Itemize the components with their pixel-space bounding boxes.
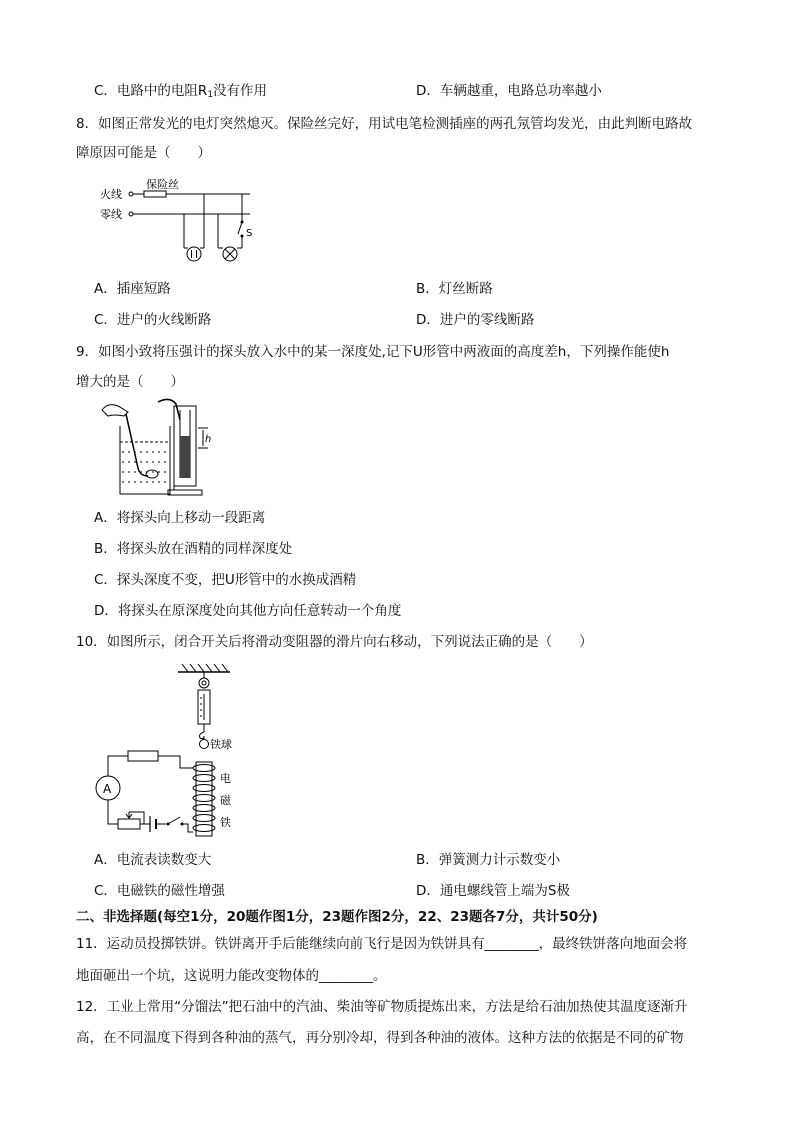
q8-stem-line-1: 8．如图正常发光的电灯突然熄灭。保险丝完好，用试电笔检测插座的两孔氖管均发光，由此判断电路故 — [76, 116, 693, 132]
q9-option-a: A．将探头向上移动一段距离 — [94, 510, 266, 526]
q8-fig-live-label: 火线 — [100, 188, 122, 201]
q7-option-c-text: C．电路中的电阻R — [94, 83, 208, 99]
q7-option-c — [94, 82, 267, 104]
q9-fig-h-label: h — [205, 434, 212, 445]
section-2-title: 二、非选择题(每空1分，20题作图1分，23题作图2分，22、23题各7分，共计50分) — [76, 909, 598, 925]
q10-option-d: D．通电螺线管上端为S极 — [416, 883, 570, 899]
q9-option-c: C．探头深度不变，把U形管中的水换成酒精 — [94, 572, 357, 588]
q8-fig-fuse-label: 保险丝 — [146, 178, 179, 191]
q9-option-d: D．将探头在原深度处向其他方向任意转动一个角度 — [94, 603, 402, 619]
q10-fig-magnet-label-2: 磁 — [220, 794, 231, 807]
q10-switch — [168, 817, 180, 824]
q8-fig-switch-label: S — [246, 228, 253, 239]
q10-electromagnet-figure — [94, 664, 244, 842]
q8-switch — [238, 222, 242, 234]
q11-line-1: 11．运动员投掷铁饼。铁饼离开手后能继续向前飞行是因为铁饼具有________，最终铁饼落向地面会将 — [76, 936, 688, 952]
q10-option-b: B．弹簧测力计示数变小 — [416, 852, 561, 868]
q10-stem: 10．如图所示，闭合开关后将滑动变阻器的滑片向右移动，下列说法正确的是（ ） — [76, 634, 593, 650]
q11-line-2: 地面砸出一个坑，这说明力能改变物体的________。 — [76, 968, 387, 984]
q10-fig-magnet-label-3: 铁 — [220, 816, 231, 829]
q8-fuse — [144, 191, 166, 197]
q10-option-a: A．电流表读数变大 — [94, 852, 212, 868]
q8-socket — [187, 247, 201, 261]
q9-stem-line-2: 增大的是（ ） — [76, 374, 184, 390]
q7-option-c-tail: 没有作用 — [213, 83, 268, 99]
q10-fig-ammeter-label: A — [103, 782, 112, 796]
q10-resistor — [128, 751, 158, 761]
q12-line-2: 高，在不同温度下得到各种油的蒸气，再分别冷却，得到各种油的液体。这种方法的依据是不同的矿物 — [76, 1030, 684, 1046]
q9-beaker — [120, 426, 170, 494]
q10-rheostat — [118, 819, 140, 829]
q8-stem-line-2: 障原因可能是（ ） — [76, 145, 211, 161]
q9-hand — [102, 405, 128, 416]
q10-iron-ball — [200, 740, 209, 749]
q8-option-a: A．插座短路 — [94, 281, 171, 297]
q8-circuit-figure — [100, 176, 260, 268]
q12-line-1: 12．工业上常用“分馏法”把石油中的汽油、柴油等矿物质提炼出来，方法是给石油加热使其温度逐渐升 — [76, 999, 688, 1015]
q9-option-b: B．将探头放在酒精的同样深度处 — [94, 541, 293, 557]
q10-fig-magnet-label-1: 电 — [220, 772, 231, 785]
q7-option-d: D．车辆越重，电路总功率越小 — [416, 83, 602, 99]
q9-pressure-gauge-figure — [100, 396, 220, 498]
q7-option-c-subscript: 1 — [207, 90, 214, 100]
q10-option-c: C．电磁铁的磁性增强 — [94, 883, 225, 899]
q8-option-b: B．灯丝断路 — [416, 281, 493, 297]
q10-fig-ball-label: 铁球 — [210, 738, 232, 751]
q8-option-d: D．进户的零线断路 — [416, 312, 535, 328]
q9-probe — [146, 470, 158, 478]
q8-option-c: C．进户的火线断路 — [94, 312, 212, 328]
q9-stem-line-1: 9．如图小致将压强计的探头放入水中的某一深度处,记下U形管中两液面的高度差h，下列操作能使h — [76, 344, 670, 360]
q8-fig-neutral-label: 零线 — [100, 208, 122, 221]
